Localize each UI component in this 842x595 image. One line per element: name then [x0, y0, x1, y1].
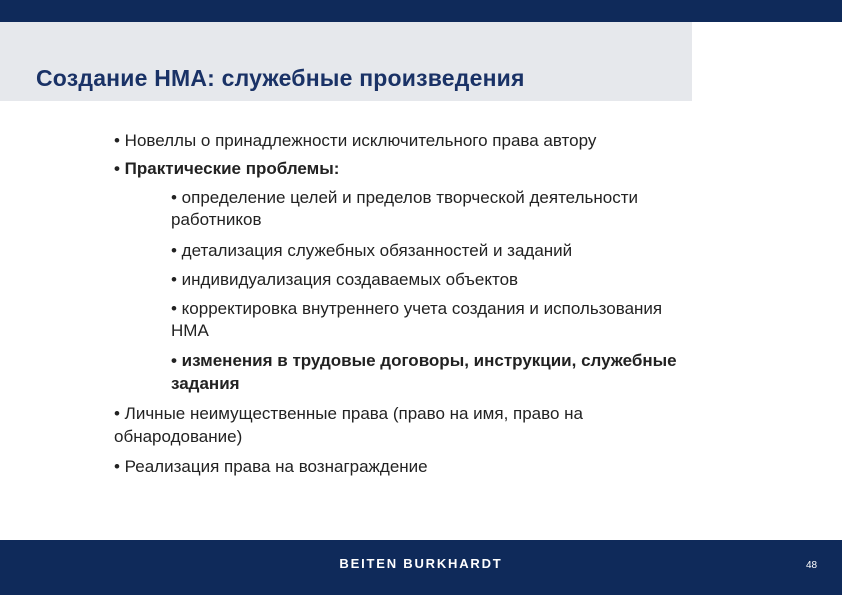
sub-bullet-contracts-cont: задания	[171, 374, 240, 393]
bullet-remuneration: • Реализация права на вознаграждение	[114, 457, 428, 476]
page-number: 48	[806, 560, 818, 571]
sub-bullet-duties: • детализация служебных обязанностей и заданий	[171, 241, 573, 260]
bullet-moral-rights: • Личные неимущественные права (право на имя, право на	[114, 404, 583, 423]
brand-logo-text: BEITEN BURKHARDT	[339, 556, 503, 571]
slide-title: Создание НМА: служебные произведения	[36, 65, 525, 91]
bullet-novelty: • Новеллы о принадлежности исключительного права автору	[114, 131, 597, 150]
bullet-practical-problems: • Практические проблемы:	[114, 159, 340, 178]
sub-bullet-accounting: • корректировка внутреннего учета создания и использования	[171, 299, 663, 318]
sub-bullet-goals: • определение целей и пределов творческой деятельности	[171, 188, 638, 207]
bullet-moral-rights-cont: обнародование)	[114, 427, 243, 446]
sub-bullet-goals-cont: работников	[171, 210, 262, 229]
sub-bullet-contracts: • изменения в трудовые договоры, инструкции, служебные	[171, 351, 677, 370]
sub-bullet-objects: • индивидуализация создаваемых объектов	[171, 270, 519, 289]
sub-bullet-accounting-cont: НМА	[171, 321, 209, 340]
